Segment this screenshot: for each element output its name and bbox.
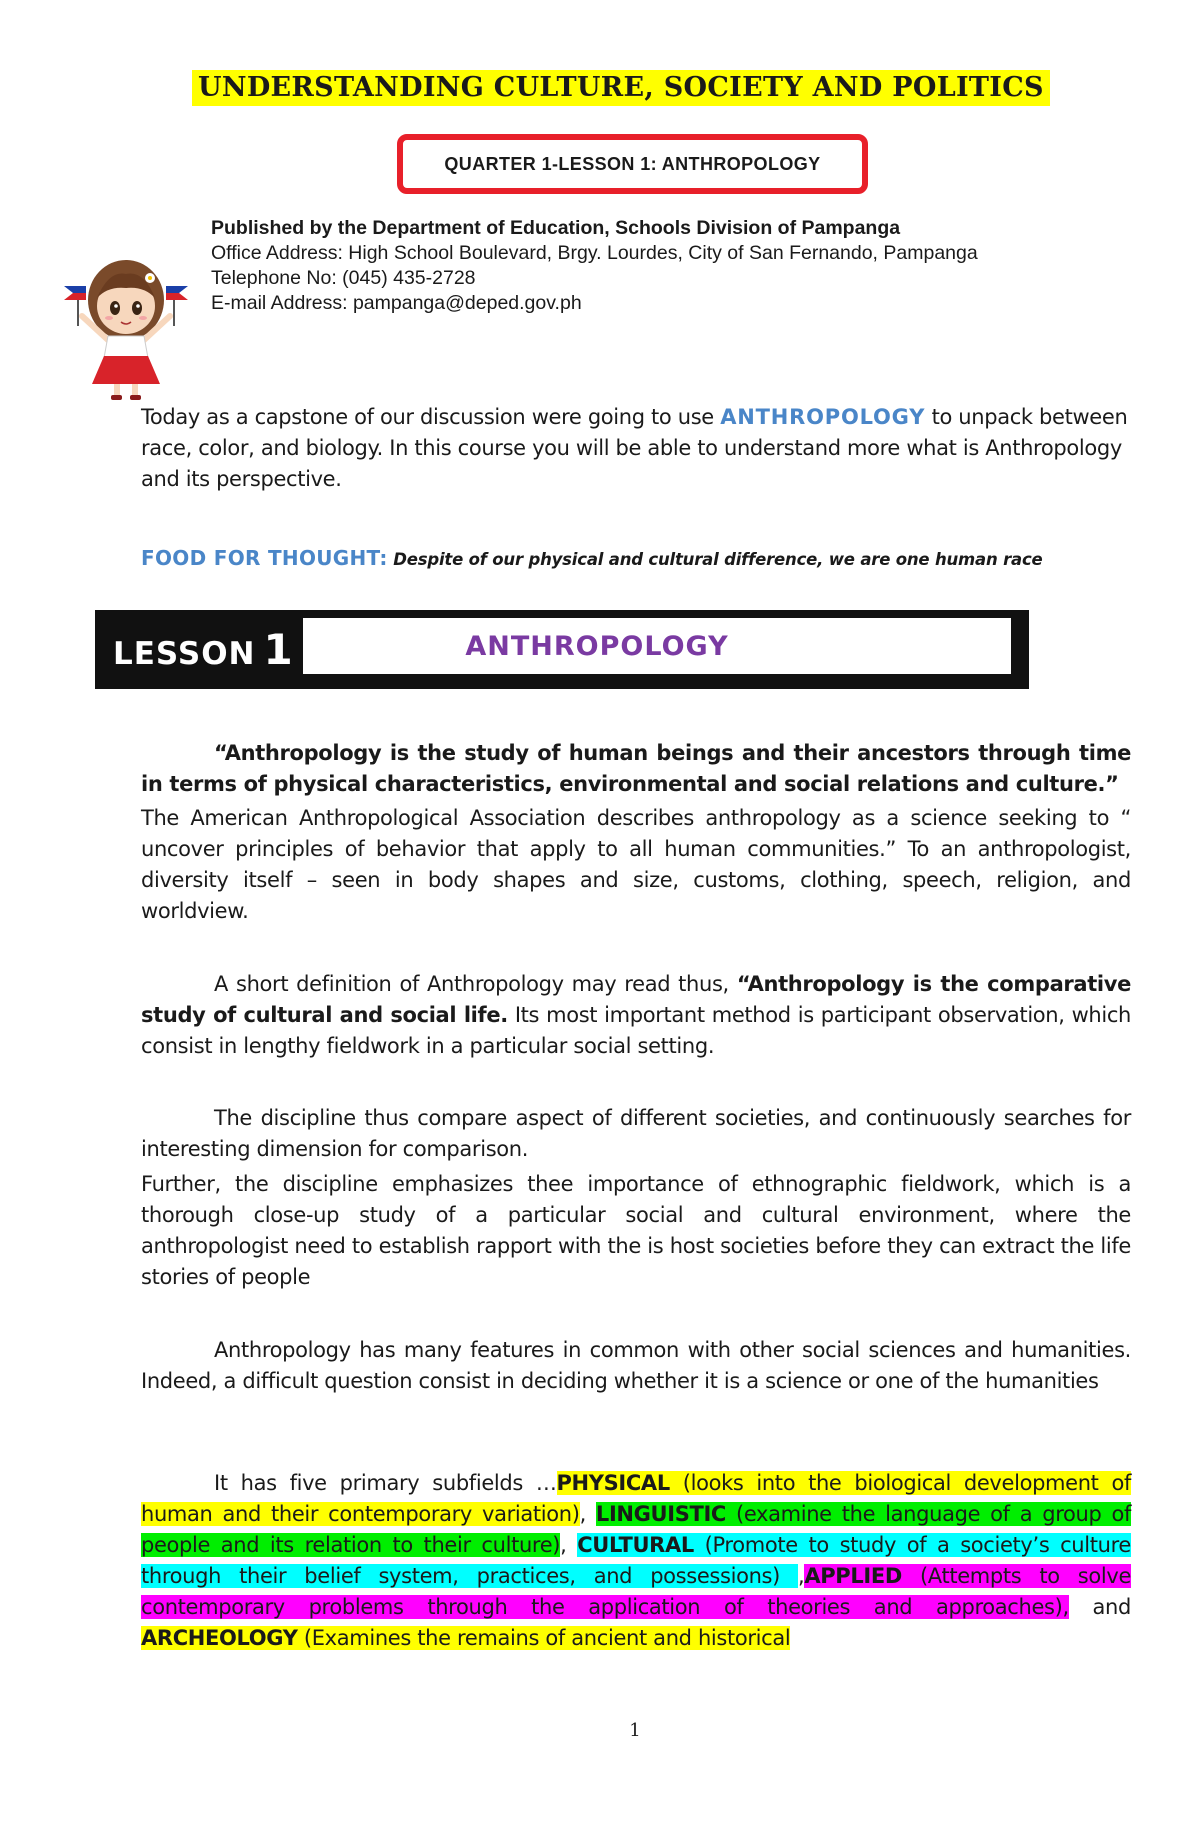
separator: ,: [798, 1564, 805, 1588]
further-paragraph: Further, the discipline emphasizes thee importance of ethnographic fieldwork, which is a thorough close-up study of a particular social and cultural environment, where the anthropologist need to establish rapport with the is host societies before they can extract the life stories of people: [141, 1172, 1131, 1289]
publisher-line: Published by the Department of Education, Schools Division of Pampanga: [211, 217, 901, 239]
physical-description: (looks into the biological development of human and their contemporary variation): [141, 1471, 1131, 1526]
intro-text-start: Today as a capstone of our discussion were going to use: [141, 405, 721, 429]
lesson-banner: [95, 610, 1029, 689]
cultural-description: (Promote to study of a society’s culture through their belief system, practices, and possessions): [141, 1533, 1131, 1588]
archeology-subfield: [141, 1626, 790, 1650]
features-paragraph: Anthropology has many features in common with other social sciences and humanities. Indeed, a difficult question consist in deciding whether it is a science or one of the humanities: [141, 1338, 1131, 1393]
lesson-number: 1: [263, 625, 294, 674]
food-for-thought-text: Despite of our physical and cultural difference, we are one human race: [387, 550, 1043, 569]
definition-quote: “Anthropology is the study of human beings and their ancestors through time in terms of physical characteristics, environmental and social relations and culture.”: [141, 741, 1131, 796]
linguistic-description: (examine the language of a group of people and its relation to their culture): [141, 1502, 1132, 1557]
office-address: Office Address: High School Boulevard, Brgy. Lourdes, City of San Fernando, Pampanga: [211, 242, 978, 264]
separator: and: [1068, 1595, 1131, 1619]
applied-description: (Attempts to solve contemporary problems through the application of theories and approaches),: [141, 1564, 1132, 1619]
lesson-title: ANTHROPOLOGY: [465, 630, 729, 662]
short-definition-paragraph: [141, 969, 1131, 1062]
archeology-label: ARCHEOLOGY: [141, 1626, 298, 1650]
girl-mascot-with-flags-icon: [64, 256, 188, 400]
short-definition-lead: A short definition of Anthropology may read thus,: [214, 972, 737, 996]
telephone: Telephone No: (045) 435-2728: [211, 267, 476, 289]
applied-label: APPLIED: [804, 1564, 902, 1588]
food-for-thought: [141, 546, 1101, 570]
short-definition-bold: “Anthropology is the comparative study of cultural and social life.: [141, 972, 1131, 1027]
email-address: E-mail Address: pampanga@deped.gov.ph: [211, 292, 582, 314]
cultural-label: CULTURAL: [577, 1533, 694, 1557]
page-number: 1: [629, 1720, 641, 1741]
subfields-paragraph: [141, 1468, 1131, 1654]
linguistic-label: LINGUISTIC: [595, 1502, 726, 1526]
archeology-description: (Examines the remains of ancient and historical: [297, 1626, 791, 1650]
lesson-label: [113, 626, 294, 678]
discipline-paragraph: The discipline thus compare aspect of different societies, and continuously searches for interesting dimension for comparison.: [141, 1106, 1131, 1161]
document-title: UNDERSTANDING CULTURE, SOCIETY AND POLITICS: [192, 70, 1050, 106]
subfields-intro: It has five primary subfields …: [214, 1471, 557, 1495]
publisher-info: [211, 216, 978, 316]
quarter-lesson-box: [397, 134, 868, 194]
separator: ,: [560, 1533, 578, 1557]
intro-text-end: to unpack between race, color, and biology. In this course you will be able to understand more what is Anthropology and its perspective.: [141, 405, 1128, 491]
physical-label: PHYSICAL: [556, 1471, 670, 1495]
lesson-title-box: [303, 618, 1011, 674]
separator: ,: [579, 1502, 596, 1526]
food-for-thought-label: FOOD FOR THOUGHT:: [141, 546, 388, 570]
lesson-word: LESSON: [113, 636, 256, 672]
short-definition-rest: Its most important method is participant observation, which consist in lengthy fieldwork in a particular social setting.: [141, 1003, 1131, 1058]
aaa-paragraph: The American Anthropological Association describes anthropology as a science seeking to “ uncover principles of behavior that apply to all human communities.” To an anthropologist, diversity itself – seen in body shapes and size, customs, clothing, speech, religion, and worldview.: [141, 806, 1131, 923]
intro-paragraph: [141, 402, 1131, 495]
anthropology-keyword: ANTHROPOLOGY: [720, 405, 926, 429]
quarter-lesson-label: QUARTER 1-LESSON 1: ANTHROPOLOGY: [444, 153, 821, 174]
